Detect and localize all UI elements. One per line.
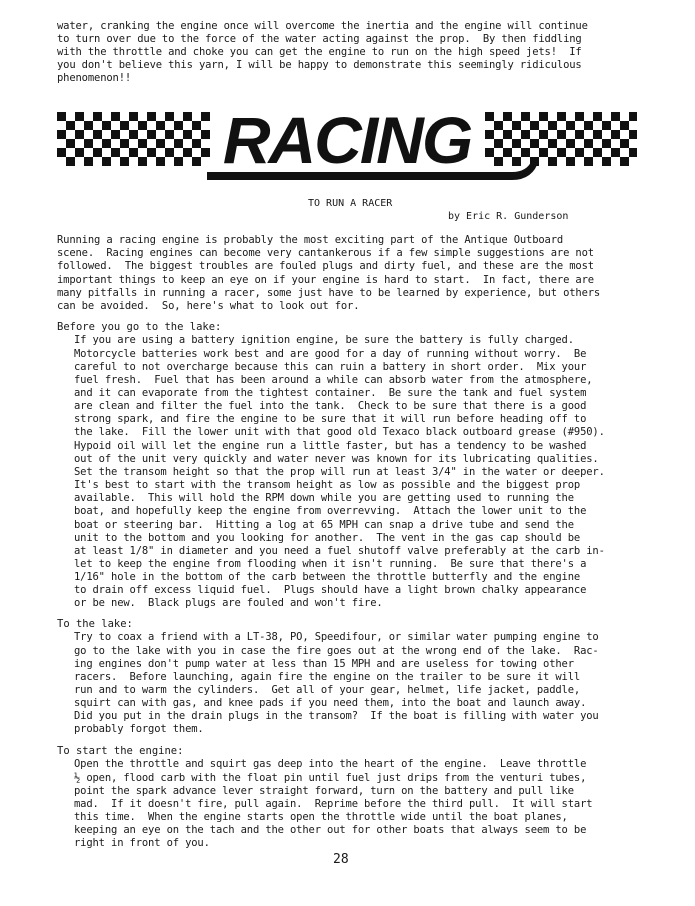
section-line: Open the throttle and squirt gas deep into the heart of the engine. Leave throttle [74,758,587,771]
section-line: out of the unit very quickly and water never was known for its lubricating qualities. [74,452,599,465]
article-byline: by Eric R. Gunderson [448,211,569,222]
section-line: Motorcycle batteries work best and are good for a day of running without worry. Be [74,347,587,360]
section-line: ing engines don't pump water at less than 15 MPH and are useless for towing other [74,657,574,670]
section-line: available. This will hold the RPM down while you are getting used to running the [74,492,574,505]
intro-line: you don't believe this yarn, I will be happy to demonstrate this seemingly ridiculous [57,59,582,71]
section-line: go to the lake with you in case the fire goes out at the wrong end of the lake. Rac- [74,644,599,657]
section-line: or be new. Black plugs are fouled and won't fire. [74,597,383,610]
section-line: the lake. Fill the lower unit with that good old Texaco black outboard grease (#950). [74,426,605,439]
section-line: mad. If it doesn't fire, pull again. Reprime before the third pull. It will start [74,797,593,810]
section-line: strong spark, and fire the engine to be sure that it will run before heading off to [74,413,587,426]
section-line: probably forgot them. [74,723,204,736]
page-number: 28 [333,852,349,867]
section-line: at least 1/8" in diameter and you need a fuel shutoff valve preferably at the carb in- [74,544,605,557]
section-line: Try to coax a friend with a LT-38, PO, Speedifour, or similar water pumping engine to [74,631,599,644]
intro-line: to turn over due to the force of the water acting against the prop. By then fiddling [57,33,582,45]
section-line: are clean and filter the fuel into the tank. Check to be sure that there is a good [74,400,587,413]
section-line: fuel fresh. Fuel that has been around a while can absorb water from the atmosphere, [74,373,593,386]
intro-line: phenomenon!! [57,72,132,84]
checkered-flag-right [485,112,637,166]
lead-line: followed. The biggest troubles are fouled plugs and dirty fuel, and these are the most [57,260,594,273]
article-title: TO RUN A RACER [308,198,393,209]
section-line: Hypoid oil will let the engine run a little faster, but has a tendency to be washed [74,439,587,452]
section-line: unit to the bottom and you looking for another. The vent in the gas cap should be [74,531,581,544]
racing-banner [57,100,637,195]
lead-line: scene. Racing engines can become very cantankerous if a few simple suggestions are not [57,247,594,260]
section-line: Did you put in the drain plugs in the transom? If the boat is filling with water you [74,710,599,723]
section-line: 1/16" hole in the bottom of the carb between the throttle butterfly and the engine [74,571,581,584]
section-line: let to keep the engine from flooding when it isn't running. Be sure that there's a [74,557,587,570]
section-line: point the spark advance lever straight forward, turn on the battery and pull like [74,784,574,797]
lead-line: Running a racing engine is probably the most exciting part of the Antique Outboard [57,234,564,246]
section-line: and it can evaporate from the tightest container. Be sure the tank and fuel system [74,387,587,399]
section-line: careful to not overcharge because this can ruin a battery in short order. Mix your [74,360,587,373]
section-line: boat, and hopefully keep the engine from overrevving. Attach the lower unit to the [74,505,587,518]
section-line: this time. When the engine starts open the throttle wide until the boat planes, [74,811,568,823]
section-line: keeping an eye on the tach and the other out for other boats that always seem to be [74,824,587,837]
section-line: ½ open, flood carb with the float pin until fuel just drips from the venturi tubes, [74,771,587,784]
section-line: run and to warm the cylinders. Get all of your gear, helmet, life jacket, paddle, [74,684,581,696]
section-line: to drain off excess liquid fuel. Plugs should have a light brown chalky appearance [74,584,587,597]
intro-line: with the throttle and choke you can get the engine to run on the high speed jets! If [57,46,582,58]
section-line: It's best to start with the transom height as low as possible and the biggest prop [74,479,581,492]
banner-title: RACING [222,103,472,177]
checkered-flag-left [57,112,210,166]
section-line: racers. Before launching, again fire the engine on the trailer to be sure it will [74,670,581,683]
intro-line: water, cranking the engine once will overcome the inertia and the engine will continue [57,20,588,32]
section-line: boat or steering bar. Hitting a log at 65 MPH can snap a drive tube and send the [74,518,574,531]
section-heading: To start the engine: [57,745,184,757]
section-line: squirt can with gas, and knee pads if you need them, into the boat and launch away. [74,697,587,710]
section-heading: To the lake: [57,618,133,630]
section-line: right in front of you. [74,837,210,850]
lead-line: can be avoided. So, here's what to look out for. [57,300,360,312]
lead-line: important things to keep an eye on if your engine is hard to start. In fact, there are [57,273,594,286]
section-line: If you are using a battery ignition engine, be sure the battery is fully charged. [74,334,574,347]
section-line: Set the transom height so that the prop will run at least 3/4" in the water or deeper. [74,465,605,478]
lead-line: many pitfalls in running a racer, some just have to be learned by experience, but others [57,286,601,299]
section-heading: Before you go to the lake: [57,321,222,333]
